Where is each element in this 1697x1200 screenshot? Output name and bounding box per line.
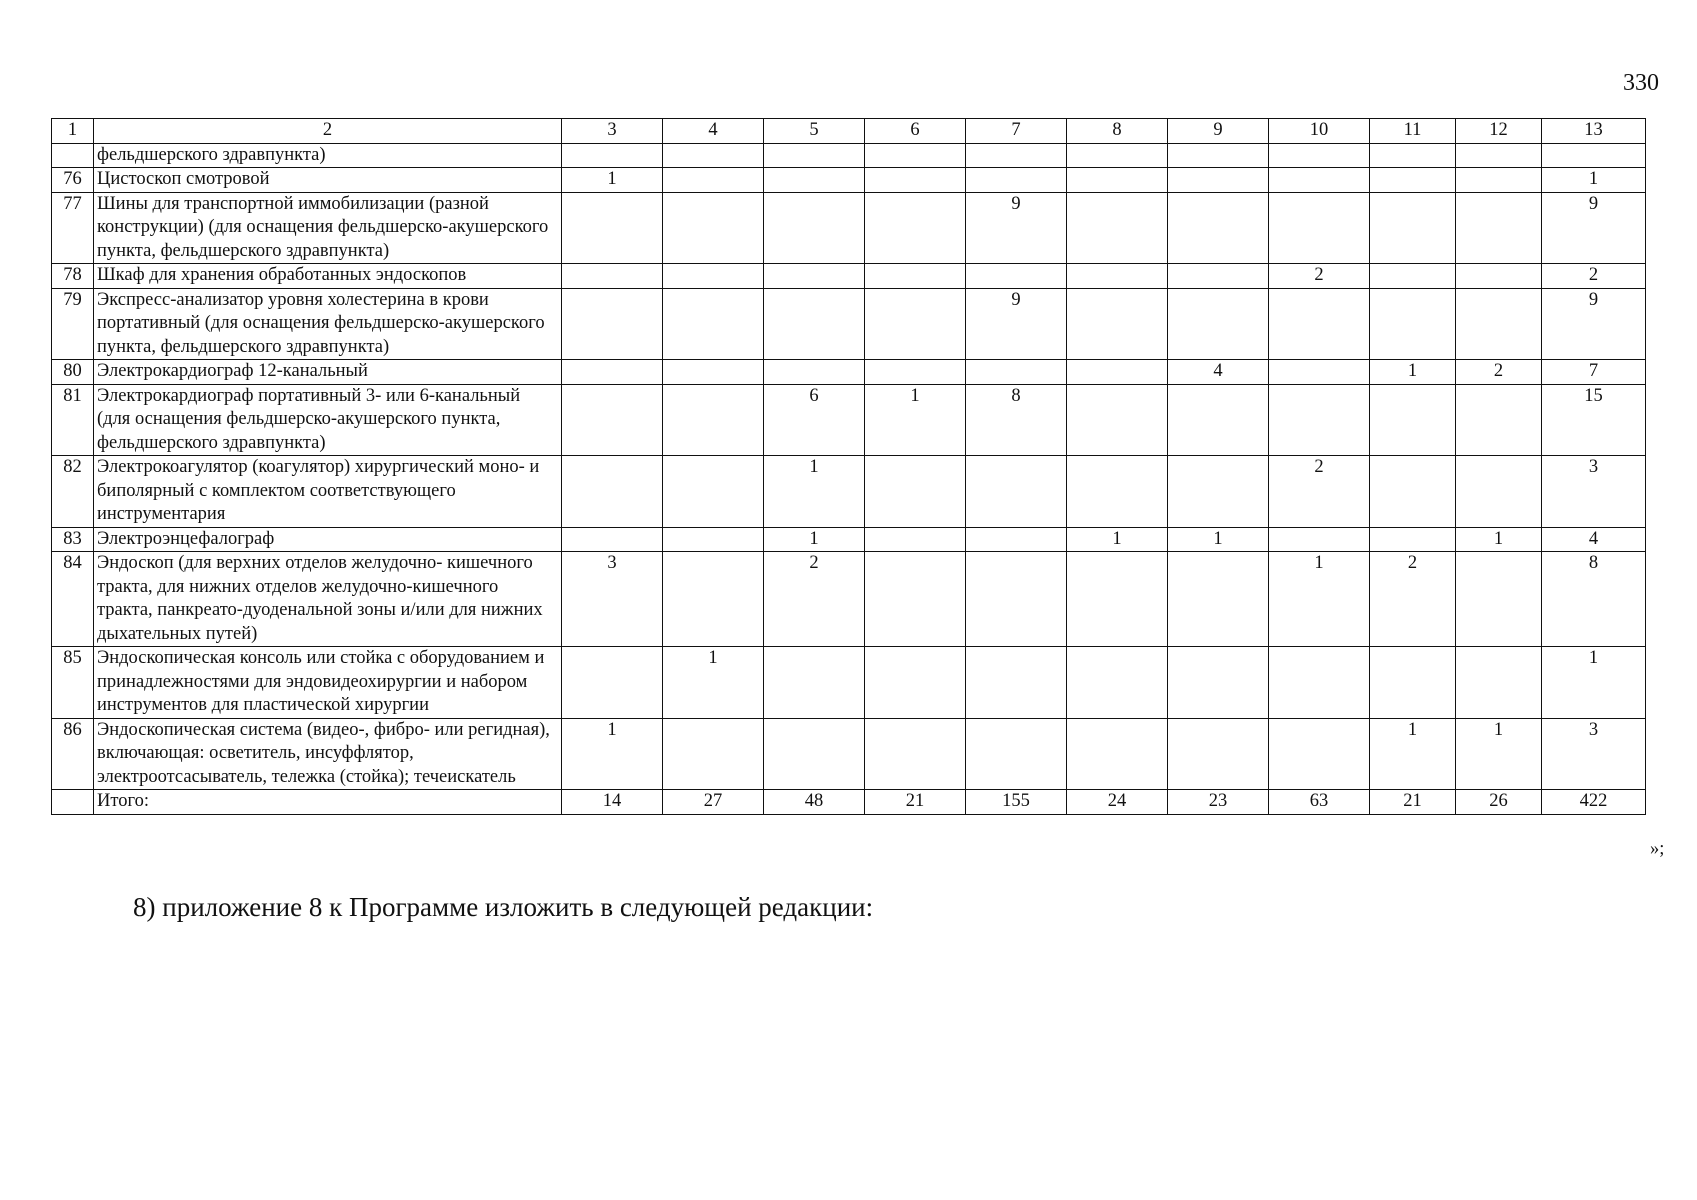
quantity-cell-col-9: 4: [1168, 360, 1269, 385]
table-row: [52, 264, 1646, 289]
column-header-11: 11: [1370, 119, 1456, 144]
quantity-cell-col-3: [562, 527, 663, 552]
quantity-cell-col-3: 1: [562, 718, 663, 790]
quantity-cell-col-8: [1067, 360, 1168, 385]
quantity-cell-col-8: [1067, 143, 1168, 168]
quantity-cell-col-6: [865, 527, 966, 552]
quantity-cell-col-7: [966, 264, 1067, 289]
quantity-cell-col-4: [663, 456, 764, 528]
column-header-12: 12: [1456, 119, 1542, 144]
equipment-name: Шкаф для хранения обработанных эндоскопов: [94, 264, 562, 289]
column-header-7: 7: [966, 119, 1067, 144]
equipment-table-container: [51, 118, 1645, 815]
quantity-cell-col-13: [1542, 143, 1646, 168]
quantity-cell-col-13: 8: [1542, 552, 1646, 647]
quantity-cell-col-5: 48: [764, 790, 865, 815]
quantity-cell-col-7: 9: [966, 288, 1067, 360]
quantity-cell-col-10: [1269, 647, 1370, 719]
closing-quote: »;: [1650, 839, 1665, 859]
equipment-name: Электрокардиограф портативный 3- или 6-канальный (для оснащения фельдшерско-акушерского пункта, фельдшерского здравпункта): [94, 384, 562, 456]
quantity-cell-col-11: 1: [1370, 360, 1456, 385]
quantity-cell-col-9: 23: [1168, 790, 1269, 815]
quantity-cell-col-12: [1456, 192, 1542, 264]
quantity-cell-col-8: [1067, 647, 1168, 719]
quantity-cell-col-8: [1067, 552, 1168, 647]
quantity-cell-col-10: [1269, 168, 1370, 193]
quantity-cell-col-10: [1269, 718, 1370, 790]
instruction-paragraph: 8) приложение 8 к Программе изложить в следующей редакции:: [133, 892, 874, 922]
quantity-cell-col-12: [1456, 288, 1542, 360]
quantity-cell-col-4: [663, 168, 764, 193]
table-row: [52, 192, 1646, 264]
quantity-cell-col-10: [1269, 527, 1370, 552]
column-header-4: 4: [663, 119, 764, 144]
quantity-cell-col-3: [562, 288, 663, 360]
quantity-cell-col-12: [1456, 647, 1542, 719]
quantity-cell-col-13: 422: [1542, 790, 1646, 815]
quantity-cell-col-5: [764, 143, 865, 168]
quantity-cell-col-13: 9: [1542, 192, 1646, 264]
quantity-cell-col-4: [663, 143, 764, 168]
total-row: [52, 790, 1646, 815]
quantity-cell-col-11: [1370, 264, 1456, 289]
quantity-cell-col-7: [966, 456, 1067, 528]
quantity-cell-col-10: 2: [1269, 456, 1370, 528]
table-row: [52, 143, 1646, 168]
quantity-cell-col-4: [663, 264, 764, 289]
row-number: 85: [52, 647, 94, 719]
quantity-cell-col-5: [764, 264, 865, 289]
column-header-2: 2: [94, 119, 562, 144]
quantity-cell-col-8: [1067, 192, 1168, 264]
quantity-cell-col-9: [1168, 143, 1269, 168]
equipment-name: фельдшерского здравпункта): [94, 143, 562, 168]
quantity-cell-col-7: [966, 168, 1067, 193]
quantity-cell-col-9: [1168, 288, 1269, 360]
quantity-cell-col-6: [865, 288, 966, 360]
table-row: [52, 288, 1646, 360]
quantity-cell-col-4: [663, 384, 764, 456]
equipment-name: Электроэнцефалограф: [94, 527, 562, 552]
column-header-13: 13: [1542, 119, 1646, 144]
quantity-cell-col-3: [562, 143, 663, 168]
table-row: [52, 168, 1646, 193]
quantity-cell-col-3: [562, 360, 663, 385]
quantity-cell-col-12: [1456, 552, 1542, 647]
quantity-cell-col-4: [663, 527, 764, 552]
quantity-cell-col-12: 2: [1456, 360, 1542, 385]
row-number: 76: [52, 168, 94, 193]
quantity-cell-col-5: [764, 718, 865, 790]
quantity-cell-col-10: [1269, 192, 1370, 264]
quantity-cell-col-6: [865, 168, 966, 193]
quantity-cell-col-13: 2: [1542, 264, 1646, 289]
table-row: [52, 527, 1646, 552]
header-row: [52, 119, 1646, 144]
quantity-cell-col-4: [663, 552, 764, 647]
quantity-cell-col-3: 3: [562, 552, 663, 647]
equipment-name: Экспресс-анализатор уровня холестерина в крови портативный (для оснащения фельдшерско-акушерского пункта, фельдшерского здравпункта): [94, 288, 562, 360]
row-number: 86: [52, 718, 94, 790]
row-number: 78: [52, 264, 94, 289]
quantity-cell-col-3: [562, 647, 663, 719]
quantity-cell-col-9: [1168, 647, 1269, 719]
quantity-cell-col-4: [663, 288, 764, 360]
quantity-cell-col-6: [865, 264, 966, 289]
quantity-cell-col-6: 1: [865, 384, 966, 456]
column-header-9: 9: [1168, 119, 1269, 144]
quantity-cell-col-4: [663, 718, 764, 790]
quantity-cell-col-11: [1370, 456, 1456, 528]
quantity-cell-col-13: 3: [1542, 718, 1646, 790]
quantity-cell-col-8: [1067, 264, 1168, 289]
quantity-cell-col-10: [1269, 143, 1370, 168]
quantity-cell-col-8: [1067, 168, 1168, 193]
quantity-cell-col-7: [966, 527, 1067, 552]
quantity-cell-col-11: [1370, 647, 1456, 719]
quantity-cell-col-7: 9: [966, 192, 1067, 264]
table-row: [52, 456, 1646, 528]
quantity-cell-col-3: 1: [562, 168, 663, 193]
quantity-cell-col-11: [1370, 384, 1456, 456]
quantity-cell-col-8: [1067, 384, 1168, 456]
quantity-cell-col-11: [1370, 527, 1456, 552]
quantity-cell-col-5: 1: [764, 527, 865, 552]
quantity-cell-col-11: [1370, 168, 1456, 193]
equipment-name: Шины для транспортной иммобилизации (разной конструкции) (для оснащения фельдшерско-акушерского пункта, фельдшерского здравпункта): [94, 192, 562, 264]
quantity-cell-col-3: [562, 384, 663, 456]
quantity-cell-col-10: [1269, 288, 1370, 360]
column-header-3: 3: [562, 119, 663, 144]
quantity-cell-col-9: [1168, 168, 1269, 193]
quantity-cell-col-3: [562, 456, 663, 528]
row-number: 83: [52, 527, 94, 552]
equipment-name: Итого:: [94, 790, 562, 815]
quantity-cell-col-9: [1168, 384, 1269, 456]
column-header-10: 10: [1269, 119, 1370, 144]
quantity-cell-col-6: 21: [865, 790, 966, 815]
equipment-table: [51, 118, 1646, 815]
quantity-cell-col-8: [1067, 288, 1168, 360]
page-number: 330: [1623, 70, 1659, 96]
table-header: [52, 119, 1646, 144]
quantity-cell-col-12: 26: [1456, 790, 1542, 815]
quantity-cell-col-10: [1269, 384, 1370, 456]
quantity-cell-col-4: [663, 360, 764, 385]
quantity-cell-col-8: 1: [1067, 527, 1168, 552]
quantity-cell-col-6: [865, 143, 966, 168]
quantity-cell-col-13: 7: [1542, 360, 1646, 385]
quantity-cell-col-7: 155: [966, 790, 1067, 815]
table-body: [52, 143, 1646, 814]
quantity-cell-col-13: 4: [1542, 527, 1646, 552]
quantity-cell-col-5: 1: [764, 456, 865, 528]
quantity-cell-col-5: 6: [764, 384, 865, 456]
quantity-cell-col-11: 21: [1370, 790, 1456, 815]
quantity-cell-col-6: [865, 718, 966, 790]
quantity-cell-col-4: 27: [663, 790, 764, 815]
quantity-cell-col-7: 8: [966, 384, 1067, 456]
row-number: 81: [52, 384, 94, 456]
column-header-1: 1: [52, 119, 94, 144]
equipment-name: Электрокардиограф 12-канальный: [94, 360, 562, 385]
quantity-cell-col-6: [865, 647, 966, 719]
table-row: [52, 647, 1646, 719]
quantity-cell-col-5: [764, 288, 865, 360]
quantity-cell-col-6: [865, 552, 966, 647]
quantity-cell-col-6: [865, 360, 966, 385]
quantity-cell-col-11: [1370, 192, 1456, 264]
quantity-cell-col-8: [1067, 718, 1168, 790]
quantity-cell-col-10: [1269, 360, 1370, 385]
equipment-name: Эндоскопическая консоль или стойка с оборудованием и принадлежностями для эндовидеохирургии и набором инструментов для пластической хирургии: [94, 647, 562, 719]
quantity-cell-col-7: [966, 647, 1067, 719]
row-number: 84: [52, 552, 94, 647]
quantity-cell-col-12: [1456, 168, 1542, 193]
quantity-cell-col-8: 24: [1067, 790, 1168, 815]
quantity-cell-col-13: 15: [1542, 384, 1646, 456]
quantity-cell-col-3: [562, 264, 663, 289]
row-number: 79: [52, 288, 94, 360]
equipment-name: Цистоскоп смотровой: [94, 168, 562, 193]
equipment-name: Электрокоагулятор (коагулятор) хирургический моно- и биполярный с комплектом соответствующего инструментария: [94, 456, 562, 528]
row-number: 80: [52, 360, 94, 385]
quantity-cell-col-3: 14: [562, 790, 663, 815]
row-number: [52, 790, 94, 815]
quantity-cell-col-13: 3: [1542, 456, 1646, 528]
quantity-cell-col-12: [1456, 143, 1542, 168]
equipment-name: Эндоскопическая система (видео-, фибро- или регидная), включающая: осветитель, инсуффлятор, электроотсасыватель, тележка (стойка); течеискатель: [94, 718, 562, 790]
quantity-cell-col-9: [1168, 264, 1269, 289]
row-number: [52, 143, 94, 168]
quantity-cell-col-9: 1: [1168, 527, 1269, 552]
quantity-cell-col-5: [764, 360, 865, 385]
quantity-cell-col-12: 1: [1456, 527, 1542, 552]
quantity-cell-col-11: 2: [1370, 552, 1456, 647]
quantity-cell-col-12: 1: [1456, 718, 1542, 790]
quantity-cell-col-5: [764, 647, 865, 719]
quantity-cell-col-9: [1168, 718, 1269, 790]
quantity-cell-col-7: [966, 552, 1067, 647]
quantity-cell-col-7: [966, 360, 1067, 385]
quantity-cell-col-12: [1456, 384, 1542, 456]
row-number: 82: [52, 456, 94, 528]
equipment-name: Эндоскоп (для верхних отделов желудочно- кишечного тракта, для нижних отделов желудочно-кишечного тракта, панкреато-дуоденальной зоны и/или для нижних дыхательных путей): [94, 552, 562, 647]
quantity-cell-col-5: 2: [764, 552, 865, 647]
column-header-6: 6: [865, 119, 966, 144]
quantity-cell-col-5: [764, 192, 865, 264]
quantity-cell-col-12: [1456, 264, 1542, 289]
quantity-cell-col-10: 1: [1269, 552, 1370, 647]
quantity-cell-col-11: [1370, 288, 1456, 360]
row-number: 77: [52, 192, 94, 264]
quantity-cell-col-10: 63: [1269, 790, 1370, 815]
quantity-cell-col-13: 1: [1542, 647, 1646, 719]
column-header-8: 8: [1067, 119, 1168, 144]
table-row: [52, 552, 1646, 647]
quantity-cell-col-9: [1168, 192, 1269, 264]
table-row: [52, 360, 1646, 385]
quantity-cell-col-6: [865, 456, 966, 528]
column-header-5: 5: [764, 119, 865, 144]
quantity-cell-col-3: [562, 192, 663, 264]
quantity-cell-col-9: [1168, 456, 1269, 528]
quantity-cell-col-11: [1370, 143, 1456, 168]
quantity-cell-col-13: 1: [1542, 168, 1646, 193]
quantity-cell-col-13: 9: [1542, 288, 1646, 360]
quantity-cell-col-4: [663, 192, 764, 264]
quantity-cell-col-11: 1: [1370, 718, 1456, 790]
quantity-cell-col-4: 1: [663, 647, 764, 719]
quantity-cell-col-5: [764, 168, 865, 193]
quantity-cell-col-12: [1456, 456, 1542, 528]
quantity-cell-col-7: [966, 143, 1067, 168]
quantity-cell-col-9: [1168, 552, 1269, 647]
quantity-cell-col-8: [1067, 456, 1168, 528]
quantity-cell-col-6: [865, 192, 966, 264]
table-row: [52, 718, 1646, 790]
quantity-cell-col-7: [966, 718, 1067, 790]
quantity-cell-col-10: 2: [1269, 264, 1370, 289]
table-row: [52, 384, 1646, 456]
